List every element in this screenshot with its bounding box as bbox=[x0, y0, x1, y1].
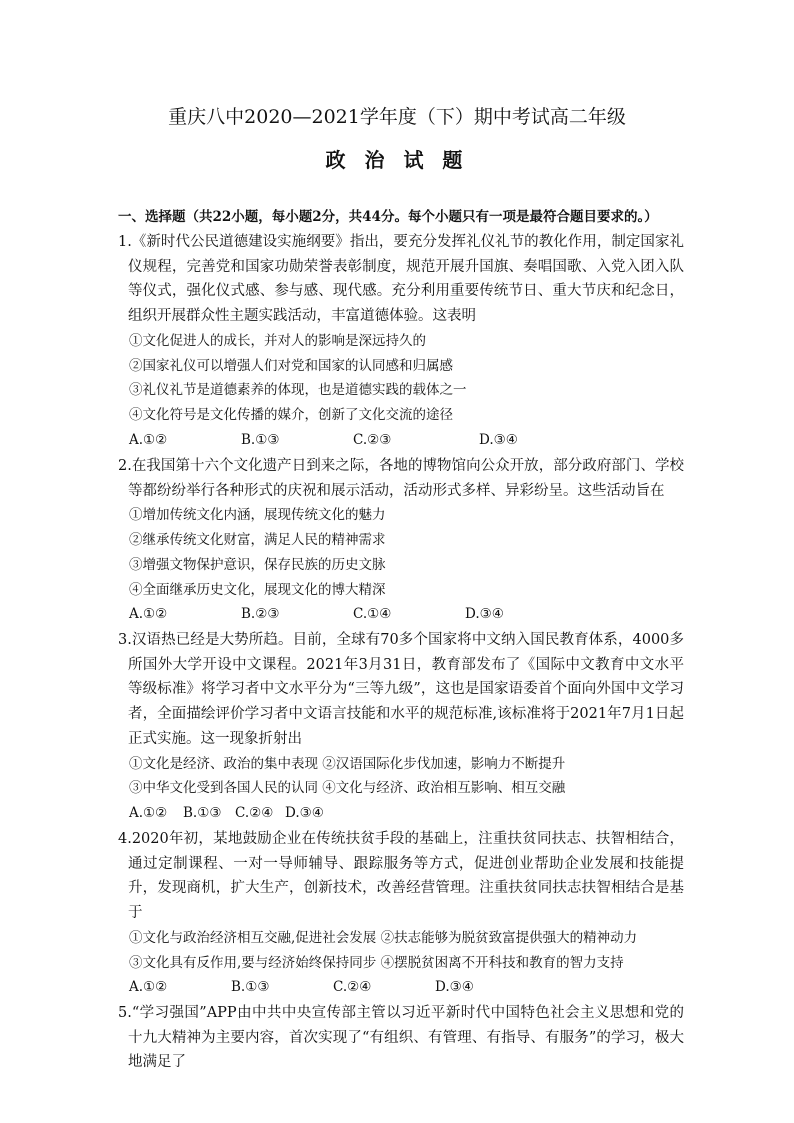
exam-title: 重庆八中2020—2021学年度（下）期中考试高二年级 bbox=[168, 106, 626, 128]
answer-choice: C.②④ bbox=[235, 804, 274, 821]
answer-choice: B.②③ bbox=[241, 606, 280, 623]
answer-choice: B.①③ bbox=[183, 804, 222, 821]
question-1 bbox=[118, 230, 684, 452]
question-stem: 4.2020年初，某地鼓励企业在传统扶贫手段的基础上，注重扶贫同扶志、扶智相结合，通过定制课程、一对一导师辅导、跟踪服务等方式，促进创业帮助企业发展和技能提升，发现商机，扩大生产，创新技术，改善经营管理。注重扶贫同扶志扶智相结合是基于 bbox=[118, 831, 684, 922]
option: ②国家礼仪可以增强人们对党和国家的认同感和归属感 bbox=[129, 357, 453, 374]
exam-subject: 政 治 试 题 bbox=[325, 148, 469, 172]
answer-choice: C.①④ bbox=[353, 606, 392, 623]
question-stem: 5.“学习强国”APP由中共中央宣传部主管以习近平新时代中国特色社会主义思想和党的十九大精神为主要内容，首次实现了“有组织、有管理、有指导、有服务”的学习，极大地满足了 bbox=[118, 1005, 684, 1071]
option: ④全面继承历史文化，展现文化的博大精深 bbox=[129, 581, 386, 598]
option: ②继承传统文化财富，满足人民的精神需求 bbox=[129, 532, 386, 549]
option: ③中华文化受到各国人民的认同 ④文化与经济、政治相互影响、相互交融 bbox=[129, 780, 566, 797]
answer-choices bbox=[118, 428, 684, 453]
option: ③增强文物保护意识，保存民族的历史文脉 bbox=[129, 556, 386, 573]
section-heading: 一、选择题（共22小题，每小题2分，共44分。每个小题只有一项是最符合题目要求的。） bbox=[118, 209, 658, 225]
answer-choice: A.①② bbox=[129, 979, 168, 996]
question-5 bbox=[118, 1001, 684, 1075]
answer-choice: A.①② bbox=[129, 606, 168, 623]
answer-choice: D.③④ bbox=[435, 979, 474, 996]
option: ④文化符号是文化传播的媒介，创新了文化交流的途径 bbox=[129, 406, 453, 423]
answer-choice: A.①② bbox=[129, 431, 168, 448]
option: ③礼仪礼节是道德素养的体现，也是道德实践的载体之一 bbox=[129, 382, 467, 399]
answer-choices bbox=[118, 801, 684, 826]
option: ①文化促进人的成长，并对人的影响是深远持久的 bbox=[129, 332, 426, 349]
question-stem: 1.《新时代公民道德建设实施纲要》指出，要充分发挥礼仪礼节的教化作用，制定国家礼仪规程，完善党和国家功勋荣誉表彰制度，规范开展升国旗、奏唱国歌、入党入团入队等仪式，强化仪式感、参与感、现代感。充分利用重要传统节日、重大节庆和纪念日，组织开展群众性主题实践活动，丰富道德体验。这表明 bbox=[118, 234, 684, 325]
answer-choices bbox=[118, 602, 684, 627]
question-stem: 2.在我国第十六个文化遗产日到来之际，各地的博物馆向公众开放，部分政府部门、学校等都纷纷举行各种形式的庆祝和展示活动，活动形式多样、异彩纷呈。这些活动旨在 bbox=[118, 458, 684, 499]
question-2 bbox=[118, 454, 684, 627]
option: ①增加传统文化内涵，展现传统文化的魅力 bbox=[129, 507, 386, 524]
answer-choice: D.③④ bbox=[285, 804, 324, 821]
answer-choice: C.②④ bbox=[333, 979, 372, 996]
option: ①文化是经济、政治的集中表现 ②汉语国际化步伐加速，影响力不断提升 bbox=[129, 755, 566, 772]
answer-choice: C.②③ bbox=[353, 431, 392, 448]
question-stem: 3.汉语热已经是大势所趋。目前，全球有70多个国家将中文纳入国民教育体系，4000多所国外大学开设中文课程。2021年3月31日，教育部发布了《国际中文教育中文水平等级标准》将学习者中文水平分为“三等九级”，这也是国家语委首个面向外国中文学习者，全面描绘评价学习者中文语言技能和水平的规范标准,该标准将于2021年7月1日起正式实施。这一现象折射出 bbox=[118, 632, 684, 747]
answer-choice: B.①③ bbox=[231, 979, 270, 996]
question-3 bbox=[118, 628, 684, 826]
answer-choices bbox=[118, 975, 684, 1000]
option: ③文化具有反作用,要与经济始终保持同步 ④摆脱贫困离不开科技和教育的智力支持 bbox=[129, 954, 624, 971]
answer-choice: B.①③ bbox=[241, 431, 280, 448]
answer-choice: A.①② bbox=[129, 804, 168, 821]
option: ①文化与政治经济相互交融,促进社会发展 ②扶志能够为脱贫致富提供强大的精神动力 bbox=[129, 929, 638, 946]
question-4 bbox=[118, 827, 684, 1000]
answer-choice: D.③④ bbox=[479, 431, 518, 448]
answer-choice: D.③④ bbox=[465, 606, 504, 623]
